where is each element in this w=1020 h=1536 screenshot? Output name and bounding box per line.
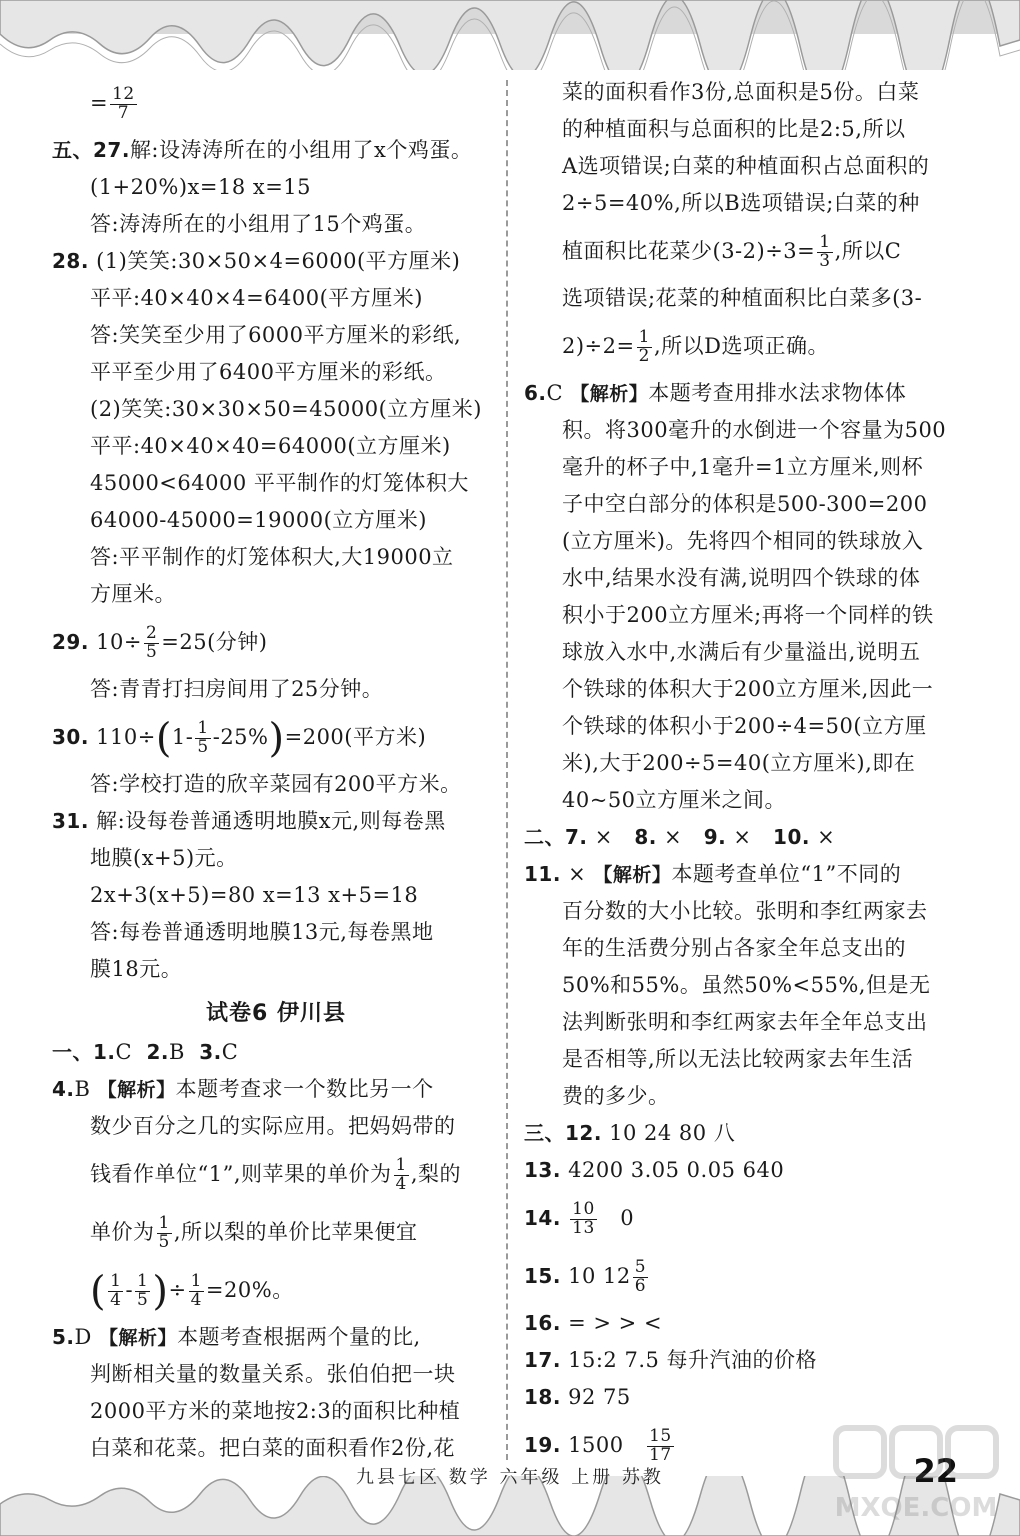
answer-line: 6.C 【解析】本题考查用排水法求物体体 (524, 381, 907, 405)
fraction: $\frac{1}{2}$ (638, 327, 650, 366)
fraction: $\frac{5}{6}$ (634, 1257, 647, 1296)
answer-line: 答:每卷普通透明地膜13元,每卷黑地 (90, 920, 434, 944)
fraction: $\frac{1}{5}$ (197, 718, 209, 757)
answer-line: 积小于200立方厘米;再将一个同样的铁 (562, 603, 934, 627)
fraction: $\frac{1}{4}$ (395, 1155, 407, 1194)
answer-line: 法判断张明和李红两家去年全年总支出 (562, 1010, 928, 1034)
answer-line: (2)笑笑:30×30×50=45000(立方厘米) (90, 397, 482, 421)
answer-line: 子中空白部分的体积是500-300=200 (562, 492, 928, 516)
section-title: 试卷6 伊川县 (206, 1001, 346, 1026)
answer-line: 15. 10 12 $\frac{5}{6}$ (524, 1257, 647, 1296)
answer-line: 答:笑笑至少用了6000平方厘米的彩纸, (90, 323, 462, 347)
answer-line: 年的生活费分别占各家全年总支出的 (562, 936, 906, 960)
answer-line: 地膜(x+5)元。 (90, 846, 238, 870)
footer-info: 九县七区 数学 六年级 上册 苏教 (356, 1467, 664, 1488)
answer-line: 4.B 【解析】本题考查求一个数比另一个 (52, 1077, 434, 1101)
watermark-text: MXQE.COM (834, 1493, 998, 1523)
answer-line: 平平:40×40×4=6400(平方厘米) (90, 286, 423, 310)
answer-line: 三、12. 10 24 80 八 (524, 1121, 736, 1145)
answer-line: 2÷5=40%,所以B选项错误;白菜的种 (562, 191, 920, 215)
answer-line: 30. 110÷(1- $\frac{1}{5}$ -25%)=200(平方米) (52, 715, 427, 762)
answer-line: 64000-45000=19000(立方厘米) (90, 508, 427, 532)
fraction: $\frac{1}{5}$ (158, 1213, 170, 1252)
answer-line: 2000平方米的菜地按2:3的面积比种植 (90, 1399, 461, 1423)
answer-line: 的种植面积与总面积的比是2:5,所以 (562, 117, 906, 141)
answer-line: 28. (1)笑笑:30×50×4=6000(平方厘米) (52, 249, 461, 273)
answer-line: 平平至少用了6400平方厘米的彩纸。 (90, 360, 447, 384)
answer-line: A选项错误;白菜的种植面积占总面积的 (562, 154, 930, 178)
fraction: $\frac{1}{4}$ (110, 1271, 122, 1310)
answer-line: 18. 92 75 (524, 1385, 631, 1409)
top-wavy-border (0, 0, 1020, 70)
answer-line: (立方厘米)。先将四个相同的铁球放入 (562, 529, 924, 553)
answer-line: 个铁球的体积大于200立方厘米,因此一 (562, 677, 934, 701)
left-column (52, 74, 500, 1467)
answer-line: 答:学校打造的欣辛菜园有200平方米。 (90, 772, 462, 796)
answer-line: 毫升的杯子中,1毫升=1立方厘米,则杯 (562, 455, 924, 479)
watermark-logo (816, 1420, 1006, 1530)
answer-line: 2)÷2= $\frac{1}{2}$ ,所以D选项正确。 (562, 327, 829, 366)
fraction: $\frac{1}{5}$ (137, 1271, 149, 1310)
answer-line: 11. × 【解析】本题考查单位“1”不同的 (524, 862, 902, 886)
answer-line: 方厘米。 (90, 582, 176, 606)
answer-line: 45000<64000 平平制作的灯笼体积大 (90, 471, 469, 495)
answer-line: 菜的面积看作3份,总面积是5份。白菜 (562, 80, 920, 104)
page-number: 22 (913, 1452, 958, 1490)
fraction: $\frac{10}{13}$ (572, 1199, 595, 1238)
answer-line: 一、1.C 2.B 3.C (52, 1040, 239, 1064)
answer-line: 答:青青打扫房间用了25分钟。 (90, 677, 384, 701)
answer-line: 50%和55%。虽然50%<55%,但是无 (562, 973, 931, 997)
answer-line: 17. 15:2 7.5 每升汽油的价格 (524, 1348, 818, 1372)
fraction: $\frac{12}{7}$ (112, 84, 135, 123)
answer-line: 钱看作单位“1”,则苹果的单价为 $\frac{1}{4}$ ,梨的 (90, 1155, 462, 1194)
answer-line: 答:涛涛所在的小组用了15个鸡蛋。 (90, 212, 427, 236)
column-divider (506, 80, 508, 1460)
answer-line: 是否相等,所以无法比较两家去年生活 (562, 1047, 914, 1071)
answer-line: 植面积比花菜少(3-2)÷3= $\frac{1}{3}$ ,所以C (562, 232, 902, 271)
answer-line: 2x+3(x+5)=80 x=13 x+5=18 (90, 883, 419, 907)
answer-line: 平平:40×40×40=64000(立方厘米) (90, 434, 451, 458)
answer-line: 米),大于200÷5=40(立方厘米),即在 (562, 751, 916, 775)
answer-line: 费的多少。 (562, 1084, 670, 1108)
right-column (524, 74, 964, 1474)
answer-line: (1+20%)x=18 x=15 (90, 175, 312, 199)
answer-line: 球放入水中,水满后有少量溢出,说明五 (562, 640, 921, 664)
answer-line: 数少百分之几的实际应用。把妈妈带的 (90, 1114, 456, 1138)
answer-line: 百分数的大小比较。张明和李红两家去 (562, 899, 928, 923)
answer-line: 膜18元。 (90, 957, 183, 981)
fraction: $\frac{1}{4}$ (190, 1271, 202, 1310)
answer-line: 13. 4200 3.05 0.05 640 (524, 1158, 785, 1182)
answer-line: 选项错误;花菜的种植面积比白菜多(3- (562, 286, 923, 310)
answer-line: 答:平平制作的灯笼体积大,大19000立 (90, 545, 454, 569)
answer-line: 判断相关量的数量关系。张伯伯把一块 (90, 1362, 456, 1386)
answer-line: ( $\frac{1}{4}$ - $\frac{1}{5}$ )÷ $\frac{1}{4}$ =20%。 (90, 1268, 294, 1315)
answer-line: 单价为 $\frac{1}{5}$ ,所以梨的单价比苹果便宜 (90, 1213, 418, 1252)
fraction: $\frac{2}{5}$ (145, 623, 158, 662)
answer-line: 14. $\frac{10}{13}$ 0 (524, 1199, 635, 1238)
answer-line: 16. = > > < (524, 1311, 663, 1335)
answer-line: 29. 10÷ $\frac{2}{5}$ =25(分钟) (52, 623, 268, 662)
answer-line: = $\frac{12}{7}$ (90, 84, 135, 123)
answer-line: 5.D 【解析】本题考查根据两个量的比, (52, 1325, 421, 1349)
fraction: $\frac{15}{17}$ (649, 1426, 672, 1465)
answer-line: 19. 1500 $\frac{15}{17}$ (524, 1426, 672, 1465)
answer-line: 积。将300毫升的水倒进一个容量为500 (562, 418, 947, 442)
answer-line: 二、7. × 8. × 9. × 10. × (524, 825, 836, 849)
answer-line: 白菜和花菜。把白菜的面积看作2份,花 (90, 1436, 456, 1460)
fraction: $\frac{1}{3}$ (819, 232, 831, 271)
answer-line: 40~50立方厘米之间。 (562, 788, 787, 812)
answer-line: 个铁球的体积小于200÷4=50(立方厘 (562, 714, 927, 738)
answer-line: 水中,结果水没有满,说明四个铁球的体 (562, 566, 921, 590)
answer-line: 31. 解:设每卷普通透明地膜x元,则每卷黑 (52, 809, 446, 833)
answer-line: 五、27.解:设涛涛所在的小组用了x个鸡蛋。 (52, 138, 473, 162)
